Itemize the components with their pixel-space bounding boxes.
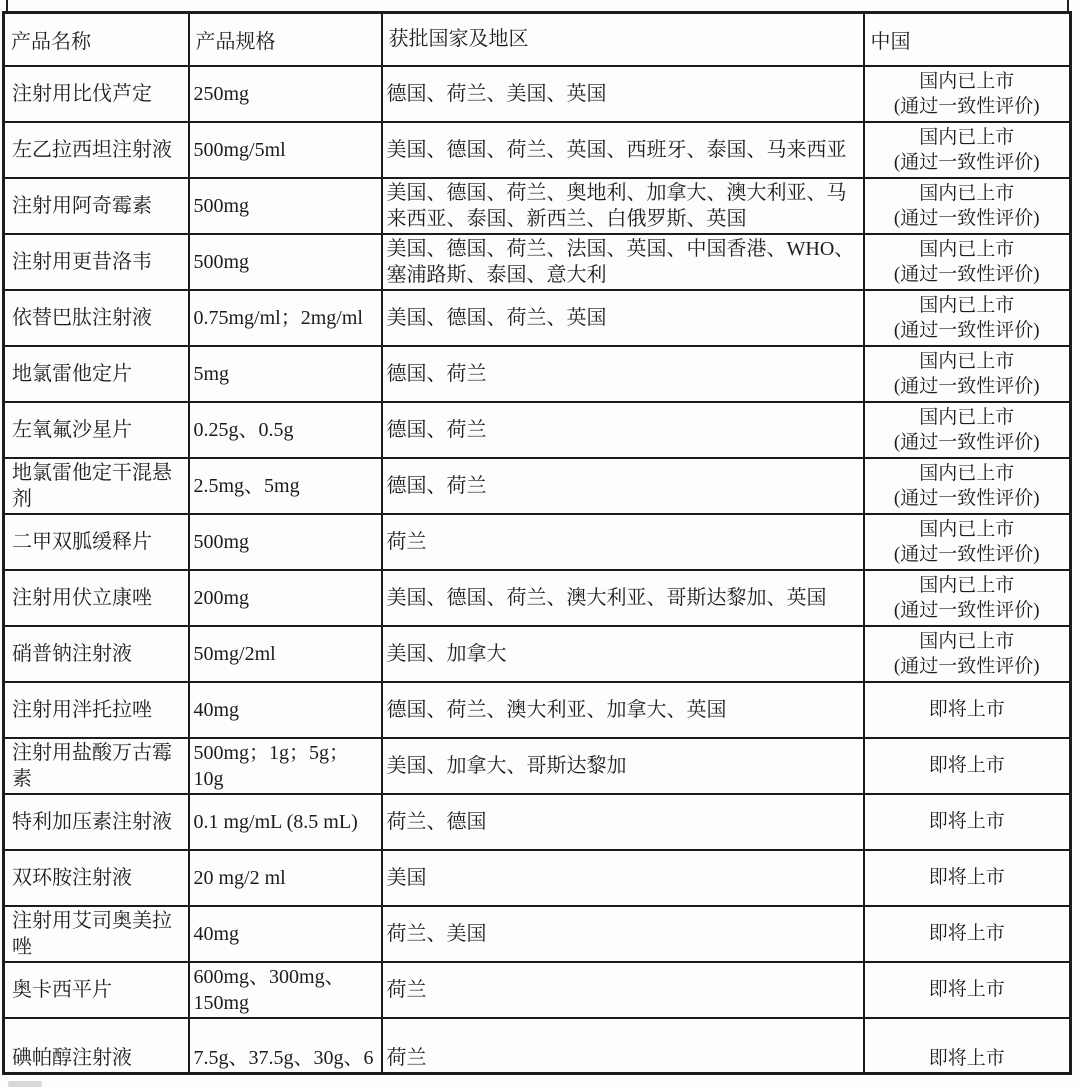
china-status-cell xyxy=(864,626,1071,682)
china-status-note: (通过一致性评价) xyxy=(893,543,1040,565)
column-header-regions: 获批国家及地区 xyxy=(382,13,864,66)
product-spec-cell xyxy=(189,346,382,402)
product-spec-cell xyxy=(189,234,382,290)
china-status: 即将上市 xyxy=(928,699,1005,720)
regions-list: 德国、荷兰 xyxy=(386,474,487,497)
china-status: 国内已上市 xyxy=(919,238,1015,260)
product-spec: 0.25g、0.5g xyxy=(193,418,294,441)
product-name-cell xyxy=(4,122,189,178)
product-spec-cell xyxy=(189,850,382,906)
product-spec: 500mg xyxy=(193,530,250,553)
product-spec-cell xyxy=(189,66,382,122)
product-name: 注射用伏立康唑 xyxy=(12,586,152,609)
product-spec-cell xyxy=(189,682,382,738)
product-spec: 20 mg/2 ml xyxy=(193,866,286,889)
table-row xyxy=(4,178,1071,234)
china-status-cell xyxy=(864,402,1071,458)
china-status-cell xyxy=(864,682,1071,738)
product-spec: 500mg；1g；5g；10g xyxy=(193,741,350,790)
china-status-cell xyxy=(864,290,1071,346)
regions-list: 荷兰 xyxy=(386,530,427,553)
product-name-cell xyxy=(4,794,189,850)
table-row xyxy=(4,626,1071,682)
regions-cell xyxy=(382,906,864,962)
product-name-cell xyxy=(4,962,189,1018)
product-name-cell xyxy=(4,458,189,514)
table-row xyxy=(4,962,1071,1018)
china-status: 国内已上市 xyxy=(919,462,1015,484)
product-name: 双环胺注射液 xyxy=(12,866,132,889)
product-spec: 500mg xyxy=(193,194,250,217)
header-row xyxy=(4,13,1071,66)
product-spec-cell xyxy=(189,290,382,346)
regions-cell xyxy=(382,234,864,290)
product-name-cell xyxy=(4,402,189,458)
product-name: 特利加压素注射液 xyxy=(12,810,172,833)
table-row xyxy=(4,682,1071,738)
product-spec-cell xyxy=(189,122,382,178)
regions-cell xyxy=(382,346,864,402)
table-row xyxy=(4,906,1071,962)
regions-cell xyxy=(382,514,864,570)
product-name-cell xyxy=(4,570,189,626)
china-status-note: (通过一致性评价) xyxy=(893,655,1040,677)
regions-cell xyxy=(382,122,864,178)
china-status: 即将上市 xyxy=(928,755,1005,776)
product-spec-cell xyxy=(189,626,382,682)
product-spec: 500mg xyxy=(193,250,250,273)
product-name: 注射用盐酸万古霉素 xyxy=(12,741,172,790)
product-name: 左乙拉西坦注射液 xyxy=(12,138,172,161)
product-spec-cell xyxy=(189,906,382,962)
product-spec: 2.5mg、5mg xyxy=(193,474,300,497)
china-status-cell xyxy=(864,66,1071,122)
product-spec-cell xyxy=(189,402,382,458)
regions-list: 美国、德国、荷兰、法国、英国、中国香港、WHO、塞浦路斯、泰国、意大利 xyxy=(386,237,855,286)
product-spec: 200mg xyxy=(193,586,250,609)
china-status-cell xyxy=(864,794,1071,850)
regions-cell xyxy=(382,1018,864,1074)
regions-cell xyxy=(382,682,864,738)
china-status: 国内已上市 xyxy=(919,182,1015,204)
product-name-cell xyxy=(4,850,189,906)
china-status-cell xyxy=(864,850,1071,906)
china-status-note: (通过一致性评价) xyxy=(893,431,1040,453)
china-status: 国内已上市 xyxy=(919,350,1015,372)
china-status: 即将上市 xyxy=(928,1048,1005,1069)
regions-cell xyxy=(382,626,864,682)
product-spec: 500mg/5ml xyxy=(193,138,286,161)
china-status-note: (通过一致性评价) xyxy=(893,487,1040,509)
product-name-cell xyxy=(4,234,189,290)
product-spec-cell xyxy=(189,178,382,234)
product-name: 左氧氟沙星片 xyxy=(12,418,132,441)
table-row xyxy=(4,458,1071,514)
regions-list: 荷兰 xyxy=(386,978,427,1001)
product-spec-cell xyxy=(189,738,382,794)
product-name-cell xyxy=(4,178,189,234)
regions-list: 德国、荷兰、美国、英国 xyxy=(386,82,607,105)
regions-cell xyxy=(382,458,864,514)
product-name: 地氯雷他定干混悬剂 xyxy=(12,461,172,510)
regions-cell xyxy=(382,962,864,1018)
china-status-cell xyxy=(864,738,1071,794)
table-row xyxy=(4,122,1071,178)
table-row xyxy=(4,514,1071,570)
product-spec-cell xyxy=(189,514,382,570)
china-status-note: (通过一致性评价) xyxy=(893,151,1040,173)
china-status: 即将上市 xyxy=(928,811,1005,832)
product-name-cell xyxy=(4,514,189,570)
column-header-product-spec: 产品规格 xyxy=(189,13,382,66)
product-spec: 7.5g、37.5g、30g、6 xyxy=(193,1047,374,1069)
table-row xyxy=(4,234,1071,290)
regions-cell xyxy=(382,402,864,458)
product-name: 注射用阿奇霉素 xyxy=(12,194,152,217)
regions-list: 德国、荷兰 xyxy=(386,362,487,385)
china-status-cell xyxy=(864,122,1071,178)
product-spec: 40mg xyxy=(193,698,240,721)
china-status: 国内已上市 xyxy=(919,294,1015,316)
china-status-cell xyxy=(864,234,1071,290)
regions-list: 美国、加拿大 xyxy=(386,642,507,665)
regions-list: 德国、荷兰 xyxy=(386,418,487,441)
china-status-note: (通过一致性评价) xyxy=(893,95,1040,117)
regions-list: 美国 xyxy=(386,866,427,889)
china-status-note: (通过一致性评价) xyxy=(893,375,1040,397)
regions-list: 美国、德国、荷兰、英国、西班牙、泰国、马来西亚 xyxy=(386,138,847,161)
product-name: 注射用更昔洛韦 xyxy=(12,250,152,273)
china-status-cell xyxy=(864,178,1071,234)
table-row xyxy=(4,570,1071,626)
product-spec: 0.1 mg/mL (8.5 mL) xyxy=(193,810,358,833)
product-spec-cell xyxy=(189,1018,382,1074)
regions-cell xyxy=(382,794,864,850)
china-status: 即将上市 xyxy=(928,867,1005,888)
product-name: 注射用艾司奥美拉唑 xyxy=(12,909,172,958)
product-spec: 5mg xyxy=(193,362,230,385)
china-status: 即将上市 xyxy=(928,923,1005,944)
china-status: 国内已上市 xyxy=(919,574,1015,596)
previous-row-fragment xyxy=(6,0,1069,11)
china-status: 国内已上市 xyxy=(919,70,1015,92)
product-name: 碘帕醇注射液 xyxy=(12,1047,132,1069)
table-body xyxy=(4,66,1071,1074)
china-status-note: (通过一致性评价) xyxy=(893,207,1040,229)
table-header xyxy=(4,13,1071,66)
china-status-cell xyxy=(864,906,1071,962)
product-name: 硝普钠注射液 xyxy=(12,642,132,665)
regions-cell xyxy=(382,290,864,346)
product-spec: 50mg/2ml xyxy=(193,642,276,665)
product-name: 二甲双胍缓释片 xyxy=(12,530,152,553)
table-row xyxy=(4,346,1071,402)
product-name-cell xyxy=(4,66,189,122)
product-spec: 600mg、300mg、150mg xyxy=(193,965,345,1014)
regions-list: 荷兰、德国 xyxy=(386,810,487,833)
product-spec-cell xyxy=(189,458,382,514)
product-name: 注射用比伐芦定 xyxy=(12,82,152,105)
product-name: 地氯雷他定片 xyxy=(12,362,132,385)
table-row xyxy=(4,66,1071,122)
column-header-china: 中国 xyxy=(864,13,1071,66)
product-spec: 250mg xyxy=(193,82,250,105)
regions-cell xyxy=(382,66,864,122)
product-approval-table xyxy=(2,11,1072,1075)
product-spec: 40mg xyxy=(193,922,240,945)
regions-list: 荷兰 xyxy=(386,1047,427,1069)
china-status-note: (通过一致性评价) xyxy=(893,319,1040,341)
table-row xyxy=(4,290,1071,346)
product-name-cell xyxy=(4,346,189,402)
china-status: 国内已上市 xyxy=(919,630,1015,652)
regions-list: 荷兰、美国 xyxy=(386,922,487,945)
product-name: 注射用泮托拉唑 xyxy=(12,698,152,721)
table-row xyxy=(4,850,1071,906)
regions-cell xyxy=(382,570,864,626)
product-name-cell xyxy=(4,738,189,794)
table-row xyxy=(4,402,1071,458)
product-spec-cell xyxy=(189,962,382,1018)
regions-list: 美国、加拿大、哥斯达黎加 xyxy=(386,754,627,777)
china-status-cell xyxy=(864,346,1071,402)
scan-artifact xyxy=(8,1081,42,1087)
product-spec: 0.75mg/ml；2mg/ml xyxy=(193,306,363,329)
china-status-cell xyxy=(864,570,1071,626)
china-status-cell xyxy=(864,514,1071,570)
regions-list: 德国、荷兰、澳大利亚、加拿大、英国 xyxy=(386,698,727,721)
china-status: 国内已上市 xyxy=(919,406,1015,428)
china-status-note: (通过一致性评价) xyxy=(893,263,1040,285)
regions-cell xyxy=(382,850,864,906)
regions-cell xyxy=(382,738,864,794)
china-status: 国内已上市 xyxy=(919,126,1015,148)
china-status-cell xyxy=(864,458,1071,514)
column-header-product-name: 产品名称 xyxy=(4,13,189,66)
regions-cell xyxy=(382,178,864,234)
regions-list: 美国、德国、荷兰、奥地利、加拿大、澳大利亚、马来西亚、泰国、新西兰、白俄罗斯、英国 xyxy=(386,181,847,230)
regions-list: 美国、德国、荷兰、澳大利亚、哥斯达黎加、英国 xyxy=(386,586,827,609)
product-name-cell xyxy=(4,682,189,738)
product-spec-cell xyxy=(189,794,382,850)
product-name-cell xyxy=(4,626,189,682)
product-name-cell xyxy=(4,906,189,962)
product-name: 依替巴肽注射液 xyxy=(12,306,152,329)
china-status-note: (通过一致性评价) xyxy=(893,599,1040,621)
table-row xyxy=(4,1018,1071,1074)
product-name: 奥卡西平片 xyxy=(12,978,112,1001)
china-status: 即将上市 xyxy=(928,979,1005,1000)
china-status-cell xyxy=(864,1018,1071,1074)
china-status: 国内已上市 xyxy=(919,518,1015,540)
china-status-cell xyxy=(864,962,1071,1018)
product-name-cell xyxy=(4,1018,189,1074)
product-spec-cell xyxy=(189,570,382,626)
regions-list: 美国、德国、荷兰、英国 xyxy=(386,306,607,329)
table-row xyxy=(4,738,1071,794)
product-name-cell xyxy=(4,290,189,346)
table-row xyxy=(4,794,1071,850)
